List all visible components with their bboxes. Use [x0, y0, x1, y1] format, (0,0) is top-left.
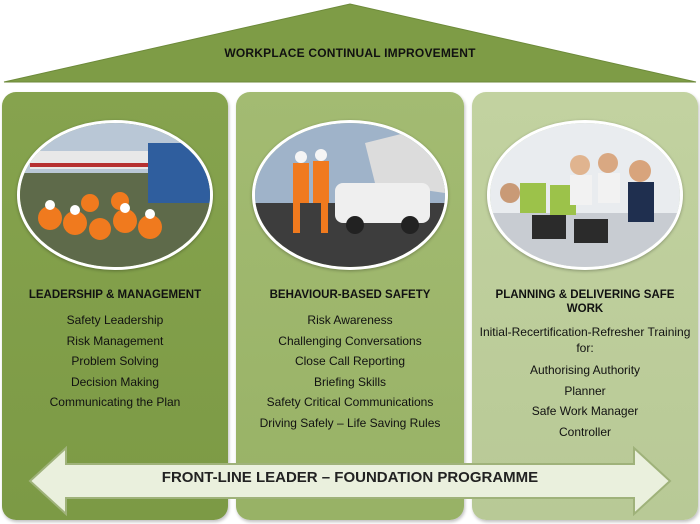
pillar-item: Safety Critical Communications: [266, 395, 434, 409]
pillar-heading: LEADERSHIP & MANAGEMENT: [28, 289, 202, 301]
foundation-label: FRONT-LINE LEADER – FOUNDATION PROGRAMME: [161, 469, 539, 486]
pillar-item: Risk Management: [66, 333, 164, 348]
pillar-item: Briefing Skills: [313, 374, 387, 389]
pillar-item: Safe Work Manager: [531, 404, 639, 418]
pillar-content: [2, 288, 228, 413]
pillar-item: Authorising Authority: [529, 363, 641, 377]
pillar-heading: PLANNING & DELIVERING SAFE WORK: [495, 289, 675, 315]
photo-rail-workers-trackside: [17, 120, 213, 270]
roof-triangle: [0, 0, 700, 86]
pillar-item: Close Call Reporting: [294, 354, 406, 368]
pillar-item: Challenging Conversations: [278, 333, 422, 348]
pillar-item: Initial-Recertification-Refresher Training for:: [479, 325, 691, 355]
pillar-item: Problem Solving: [71, 354, 159, 368]
pillar-item: Safety Leadership: [66, 313, 164, 327]
pillar-item: Driving Safely – Life Saving Rules: [259, 415, 441, 430]
roof-title: WORKPLACE CONTINUAL IMPROVEMENT: [224, 46, 476, 60]
photo-training-classroom: [487, 120, 683, 270]
pillar-content: [472, 288, 698, 442]
pillar-content: [236, 288, 464, 433]
pillar-item: Communicating the Plan: [49, 395, 181, 409]
pillar-item: Decision Making: [70, 374, 160, 389]
photo-workers-road-crossing: [252, 120, 448, 270]
pillar-item: Risk Awareness: [307, 313, 393, 327]
pillar-heading: BEHAVIOUR-BASED SAFETY: [269, 289, 431, 301]
pillar-item: Controller: [558, 424, 612, 439]
pillar-item: Planner: [564, 383, 606, 398]
